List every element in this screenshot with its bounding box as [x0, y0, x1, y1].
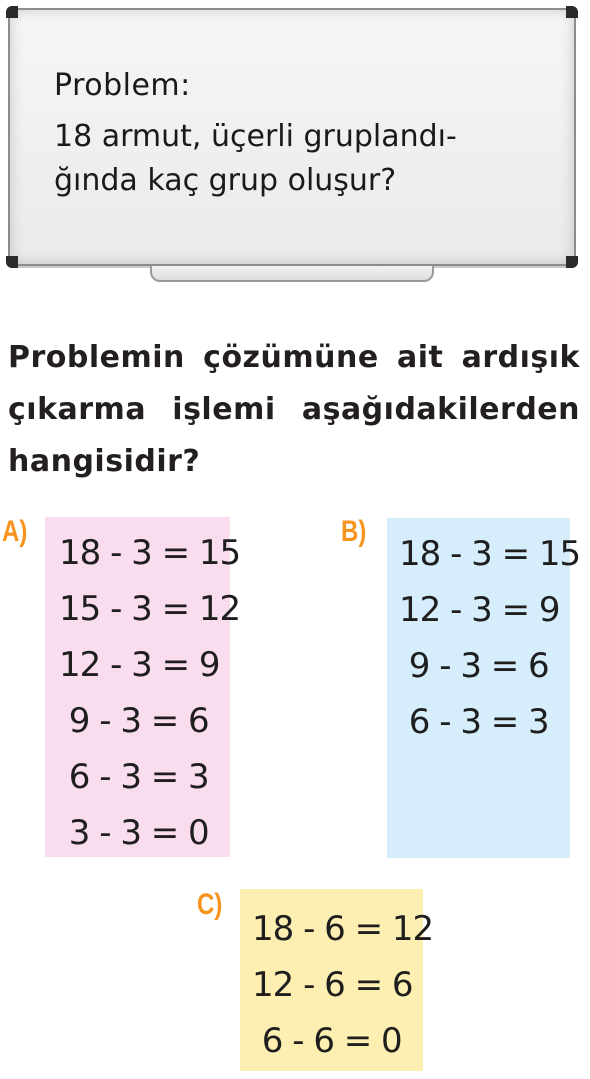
- equation: 12 - 6 = 6: [252, 965, 413, 1005]
- problem-label: Problem:: [54, 68, 191, 103]
- option-a-box[interactable]: [45, 517, 241, 857]
- question-text: Problemin çözümüne ait ardışık çıkarma işlemi aşağıdakilerden hangisidir?: [8, 340, 580, 479]
- option-a-label[interactable]: A): [2, 515, 28, 548]
- option-b-box[interactable]: [387, 518, 581, 858]
- equation: 12 - 3 = 9: [399, 590, 560, 630]
- equation: 6 - 6 = 0: [252, 1021, 402, 1061]
- board-corner: [566, 6, 578, 18]
- equation: 18 - 3 = 15: [59, 533, 241, 573]
- equation: 6 - 3 = 3: [59, 757, 209, 797]
- problem-text-line: 18 armut, üçerli gruplandı-: [54, 119, 457, 154]
- equation: 15 - 3 = 12: [59, 589, 241, 629]
- equation: 6 - 3 = 3: [399, 702, 549, 742]
- whiteboard: [8, 8, 576, 266]
- board-corner: [566, 256, 578, 268]
- equation: 18 - 6 = 12: [252, 909, 434, 949]
- equation: 18 - 3 = 15: [399, 534, 581, 574]
- board-corner: [6, 256, 18, 268]
- option-c-box[interactable]: [240, 889, 434, 1071]
- option-c-label[interactable]: C): [197, 888, 223, 921]
- problem-statement: [54, 68, 544, 203]
- board-corner: [6, 6, 18, 18]
- equation: 12 - 3 = 9: [59, 645, 220, 685]
- equation: 9 - 3 = 6: [59, 701, 209, 741]
- problem-text: [54, 115, 544, 203]
- option-b-label[interactable]: B): [341, 515, 367, 548]
- board-tray: [150, 266, 434, 282]
- equation: 9 - 3 = 6: [399, 646, 549, 686]
- problem-text-line: ğında kaç grup oluşur?: [54, 163, 397, 198]
- equation: 3 - 3 = 0: [59, 813, 209, 853]
